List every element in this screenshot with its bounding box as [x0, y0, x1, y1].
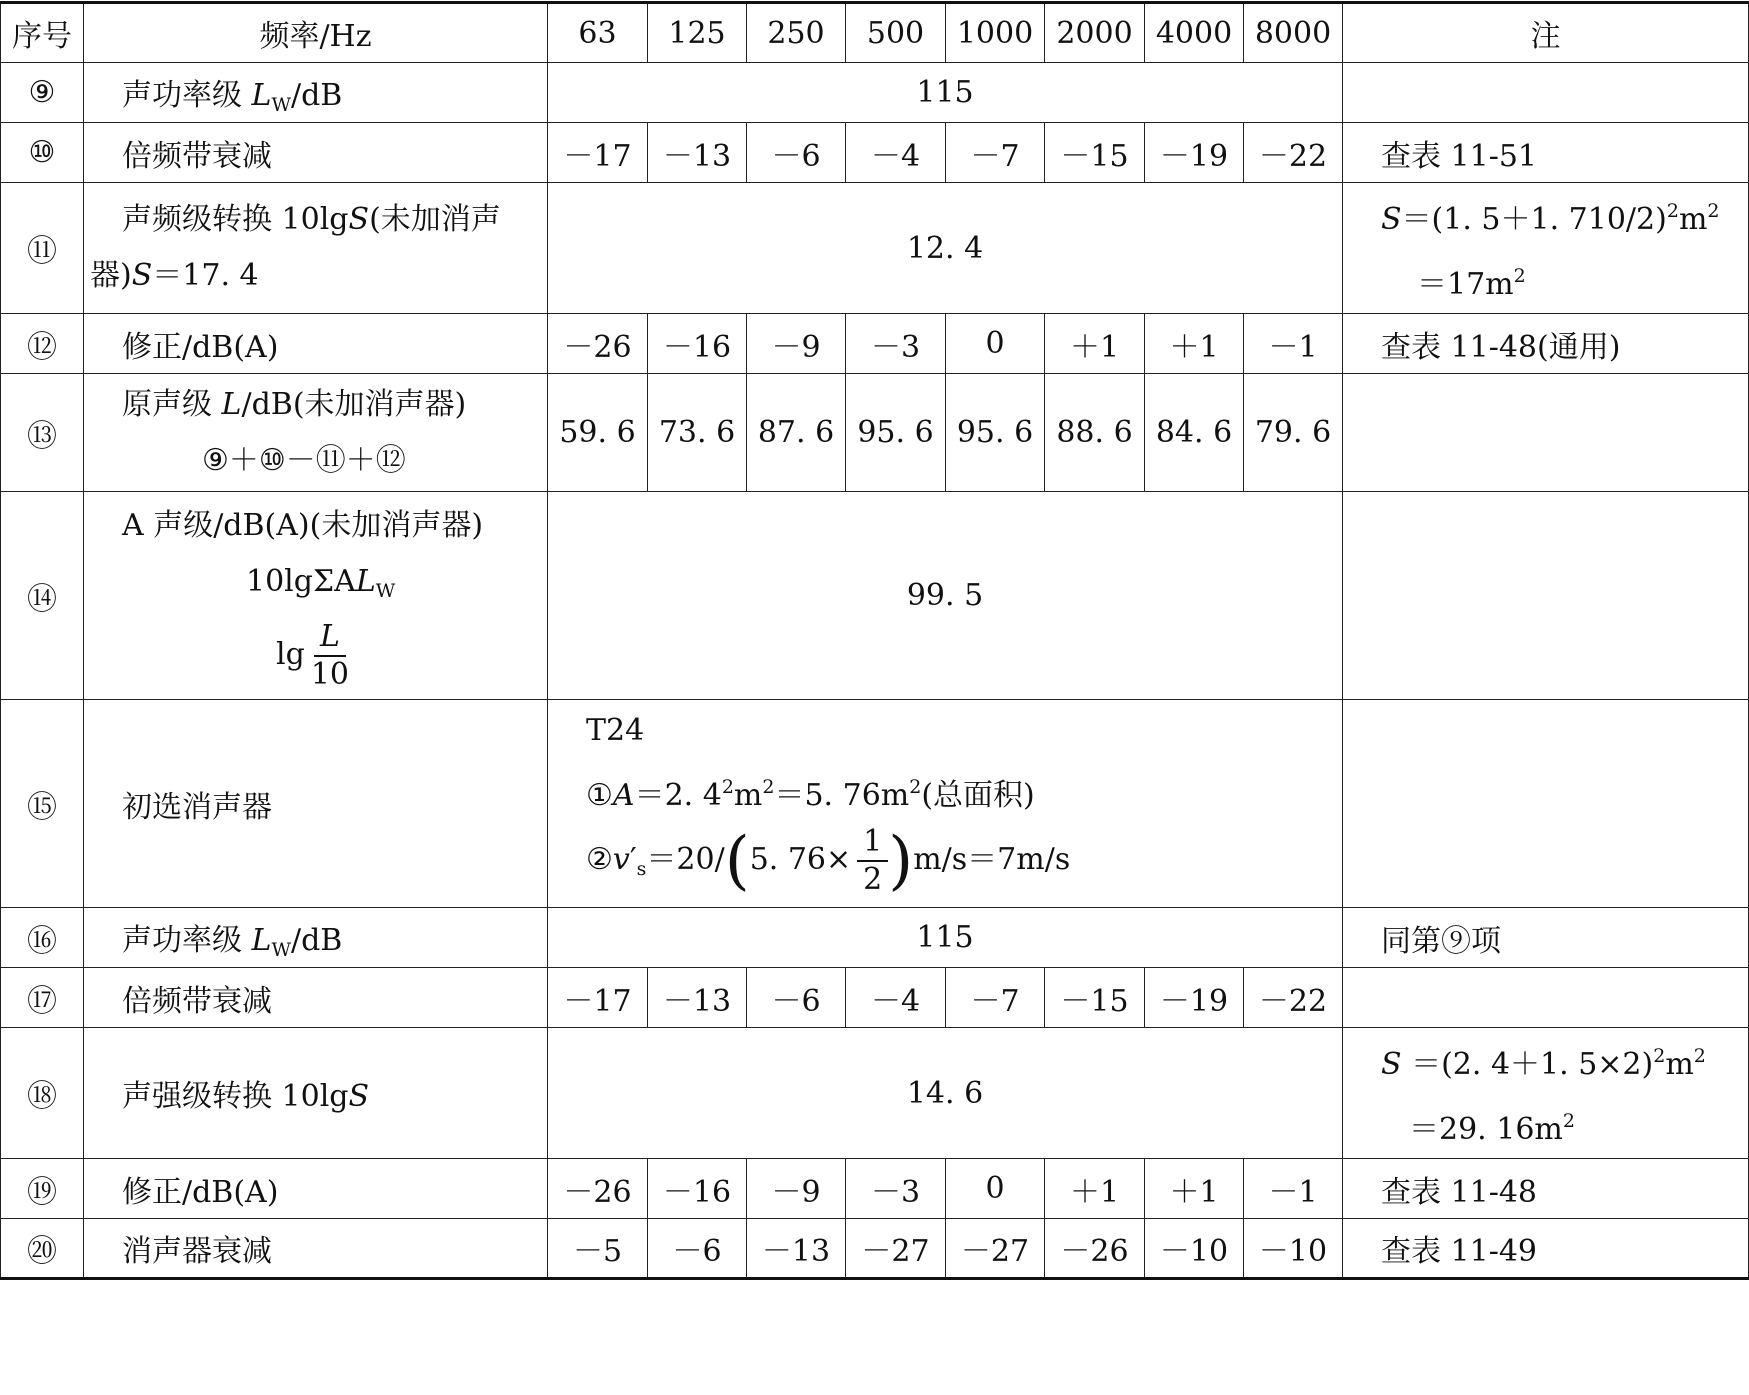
- row-cell: －15: [1045, 123, 1145, 183]
- row-cell: ＋1: [1145, 1159, 1244, 1219]
- table-row: [1, 314, 1749, 374]
- row-label: 声功率级 $L_W/dB$: [84, 908, 548, 968]
- row-note: [1343, 700, 1749, 908]
- header-freq: 125: [648, 3, 747, 63]
- row-cell: －13: [648, 968, 747, 1028]
- row-cell: －6: [747, 968, 846, 1028]
- row-cell: －27: [946, 1219, 1045, 1279]
- table-row: [1, 1159, 1749, 1219]
- row-note: [1343, 968, 1749, 1028]
- row-index: ⑨: [1, 63, 84, 123]
- row-cell: －6: [747, 123, 846, 183]
- row-cell: －13: [747, 1219, 846, 1279]
- row-cell: ＋1: [1145, 314, 1244, 374]
- table-row: [1, 183, 1749, 314]
- row-cell: 73. 6: [648, 374, 747, 492]
- row-cell: －1: [1244, 1159, 1343, 1219]
- row-value: 115: [548, 908, 1343, 968]
- row-note: 查表 11-51: [1343, 123, 1749, 183]
- header-row: [1, 3, 1749, 63]
- row-cell: 88. 6: [1045, 374, 1145, 492]
- row-label: 声强级转换 10lgS: [84, 1028, 548, 1159]
- row-cell: 59. 6: [548, 374, 648, 492]
- table-row: [1, 1219, 1749, 1279]
- table-row: [1, 908, 1749, 968]
- row-cell: －6: [648, 1219, 747, 1279]
- row-note: [1343, 374, 1749, 492]
- table-row: [1, 63, 1749, 123]
- row-value: 12. 4: [548, 183, 1343, 314]
- row-label: 原声级 L/dB(未加消声器) ⑨＋⑩－⑪＋⑫: [84, 374, 548, 492]
- row-cell: －26: [1045, 1219, 1145, 1279]
- row-cell: －16: [648, 314, 747, 374]
- row-index: ⑯: [1, 908, 84, 968]
- row-cell: －22: [1244, 968, 1343, 1028]
- header-freq: 1000: [946, 3, 1045, 63]
- row-cell: －7: [946, 968, 1045, 1028]
- row-cell: 84. 6: [1145, 374, 1244, 492]
- row-cell: ＋1: [1045, 314, 1145, 374]
- row-note: S＝(1. 5＋1. $710/2)^2m^2$ $=17m^2$: [1343, 183, 1749, 314]
- table-row: [1, 700, 1749, 908]
- header-freq: 63: [548, 3, 648, 63]
- header-index: 序号: [1, 3, 84, 63]
- row-cell: －27: [846, 1219, 946, 1279]
- row-cell: －7: [946, 123, 1045, 183]
- row-cell: －17: [548, 123, 648, 183]
- row-index: ⑩: [1, 123, 84, 183]
- row-cell: 0: [946, 314, 1045, 374]
- row-cell: －5: [548, 1219, 648, 1279]
- row-cell: －9: [747, 314, 846, 374]
- table-row: [1, 1028, 1749, 1159]
- row-value: 99. 5: [548, 492, 1343, 700]
- table-row: [1, 968, 1749, 1028]
- row-cell: 95. 6: [946, 374, 1045, 492]
- header-freq: 250: [747, 3, 846, 63]
- header-freq: 4000: [1145, 3, 1244, 63]
- row-note: [1343, 492, 1749, 700]
- row-cell: －22: [1244, 123, 1343, 183]
- table-row: [1, 492, 1749, 700]
- row-index: ⑫: [1, 314, 84, 374]
- fraction: $\frac{1}{2}$: [857, 824, 888, 898]
- row-index: ⑮: [1, 700, 84, 908]
- row-cell: －3: [846, 1159, 946, 1219]
- row-index: ⑱: [1, 1028, 84, 1159]
- row-index: ⑲: [1, 1159, 84, 1219]
- row-cell: －4: [846, 968, 946, 1028]
- row-value: 14. 6: [548, 1028, 1343, 1159]
- row-cell: －19: [1145, 123, 1244, 183]
- header-frequency: 频率/Hz: [84, 3, 548, 63]
- row-content: T24 ①A＝2. $4^2m^2=5$. $76m^2$(总面积) $②v'_s=20/(5$. 76× $\frac{1}{2}$ )m/s＝7m/s: [548, 700, 1343, 908]
- row-index: ⑪: [1, 183, 84, 314]
- row-value: 115: [548, 63, 1343, 123]
- row-cell: －4: [846, 123, 946, 183]
- row-note: 查表 11-48(通用): [1343, 314, 1749, 374]
- row-label: 倍频带衰减: [84, 968, 548, 1028]
- header-freq: 8000: [1244, 3, 1343, 63]
- row-label: 倍频带衰减: [84, 123, 548, 183]
- row-note: S ＝(2. 4＋1. $5\times 2)^2m^2$ ＝29. $16m^2$: [1343, 1028, 1749, 1159]
- row-cell: －17: [548, 968, 648, 1028]
- row-cell: 0: [946, 1159, 1045, 1219]
- row-note: 同第⑨项: [1343, 908, 1749, 968]
- row-cell: －26: [548, 314, 648, 374]
- row-label: 声频级转换 10lgS(未加消声 器)S＝17. 4: [84, 183, 548, 314]
- row-cell: －26: [548, 1159, 648, 1219]
- row-cell: －16: [648, 1159, 747, 1219]
- row-cell: －13: [648, 123, 747, 183]
- row-cell: －15: [1045, 968, 1145, 1028]
- row-cell: －19: [1145, 968, 1244, 1028]
- row-label: 修正/dB(A): [84, 314, 548, 374]
- noise-calculation-table: [0, 1, 1749, 1280]
- row-label: 初选消声器: [84, 700, 548, 908]
- row-cell: 95. 6: [846, 374, 946, 492]
- header-freq: 500: [846, 3, 946, 63]
- fraction: $\frac{L}{10}$: [310, 619, 349, 692]
- row-cell: 87. 6: [747, 374, 846, 492]
- row-cell: －1: [1244, 314, 1343, 374]
- row-index: ⑳: [1, 1219, 84, 1279]
- row-label: 修正/dB(A): [84, 1159, 548, 1219]
- row-cell: －10: [1145, 1219, 1244, 1279]
- row-index: ⑰: [1, 968, 84, 1028]
- row-note: 查表 11-49: [1343, 1219, 1749, 1279]
- row-cell: －9: [747, 1159, 846, 1219]
- row-label: 消声器衰减: [84, 1219, 548, 1279]
- row-index: ⑭: [1, 492, 84, 700]
- row-cell: ＋1: [1045, 1159, 1145, 1219]
- header-freq: 2000: [1045, 3, 1145, 63]
- header-note: 注: [1343, 3, 1749, 63]
- row-index: ⑬: [1, 374, 84, 492]
- table-row: [1, 374, 1749, 492]
- row-cell: －3: [846, 314, 946, 374]
- row-label: 声功率级 $L_W/dB$: [84, 63, 548, 123]
- row-cell: 79. 6: [1244, 374, 1343, 492]
- row-note: 查表 11-48: [1343, 1159, 1749, 1219]
- row-cell: －10: [1244, 1219, 1343, 1279]
- row-label: A 声级/dB(A)(未加消声器) 10lgΣAL$_W$ lg $\frac{L}{10}$: [84, 492, 548, 700]
- row-note: [1343, 63, 1749, 123]
- table-row: [1, 123, 1749, 183]
